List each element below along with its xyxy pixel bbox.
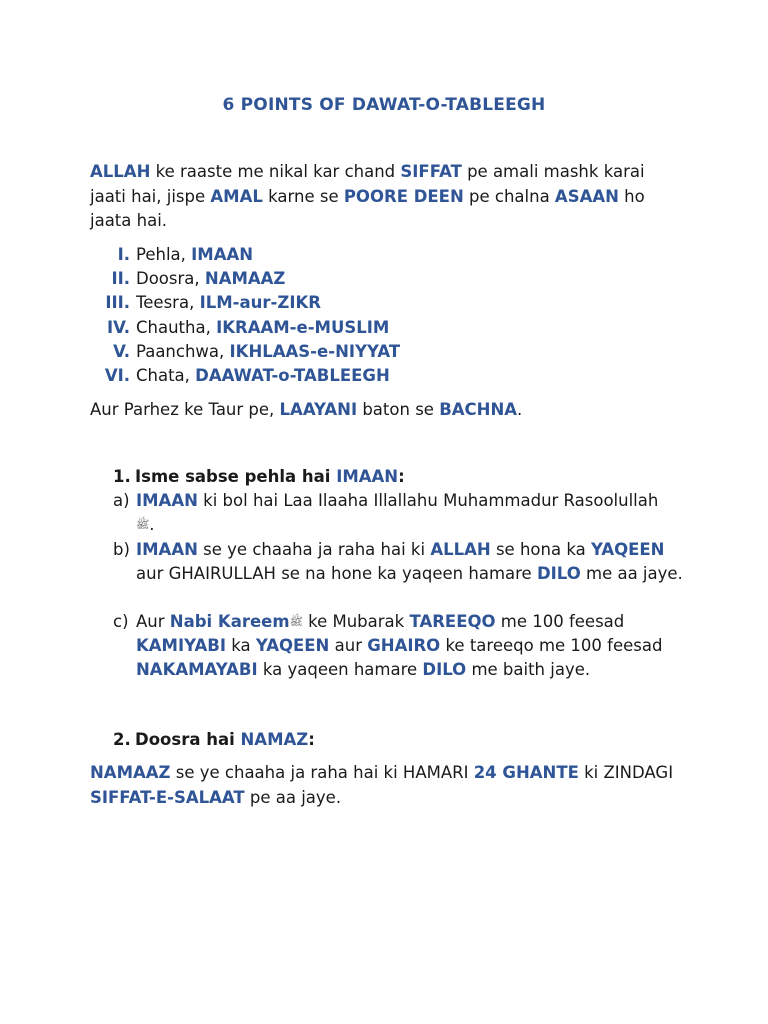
list-item xyxy=(78,364,678,388)
list-text xyxy=(136,243,253,267)
text: me 100 feesad xyxy=(495,612,625,631)
keyword: NAMAAZ xyxy=(90,763,171,782)
text: me baith jaye. xyxy=(466,660,591,679)
list-text xyxy=(136,340,400,364)
keyword: NAMAAZ xyxy=(204,269,286,289)
keyword: IMAAN xyxy=(136,491,198,510)
text: aur xyxy=(329,636,368,655)
text: ka xyxy=(225,636,256,655)
sub-text xyxy=(136,538,683,586)
text: me aa jaye. xyxy=(580,564,683,583)
text: Aur xyxy=(136,612,170,631)
six-points-list xyxy=(78,243,678,388)
keyword: KAMIYABI xyxy=(136,636,226,655)
list-number: III. xyxy=(105,293,130,313)
keyword: IMAAN xyxy=(136,540,198,559)
text: ki bol hai Laa Ilaaha Illallahu Muhammadur Rasoolullah xyxy=(197,491,659,510)
keyword: DAAWAT-o-TABLEEGH xyxy=(195,365,390,385)
text: aur GHAIRULLAH se na hone ka yaqeen hamare xyxy=(136,564,537,583)
text: ho jaata hai. xyxy=(90,186,645,230)
intro-paragraph xyxy=(90,160,680,234)
keyword: NAMAZ xyxy=(240,730,309,749)
list-item xyxy=(78,316,678,340)
keyword: SIFFAT-E-SALAAT xyxy=(90,787,245,807)
text: . xyxy=(149,515,155,534)
section-label: Doosra hai xyxy=(135,730,241,749)
keyword: 24 GHANTE xyxy=(473,763,579,782)
salla-symbol: ﷺ xyxy=(289,615,303,628)
text: karne se xyxy=(262,186,344,206)
keyword: ILM-aur-ZIKR xyxy=(199,293,321,313)
section-number: 1. xyxy=(113,467,131,486)
keyword: LAAYANI xyxy=(279,400,358,419)
text: Paanchwa, xyxy=(136,341,230,361)
text: ka yaqeen hamare xyxy=(257,660,423,679)
text: se hona ka xyxy=(490,540,591,559)
text: ke Mubarak xyxy=(302,612,410,631)
sub-item-b xyxy=(113,538,683,586)
list-text xyxy=(136,291,321,315)
namaz-paragraph xyxy=(90,761,680,810)
keyword: IKRAAM-e-MUSLIM xyxy=(216,317,390,337)
text: : xyxy=(308,730,315,749)
sub-item-a xyxy=(113,489,683,537)
keyword: DILO xyxy=(536,564,581,583)
keyword: SIFFAT xyxy=(400,162,462,181)
section-number: 2. xyxy=(113,730,131,749)
keyword: IMAAN xyxy=(336,467,399,486)
list-text xyxy=(136,267,285,291)
text: . xyxy=(517,400,523,419)
text: baton se xyxy=(357,400,440,419)
keyword: AMAL xyxy=(210,186,263,206)
keyword: DILO xyxy=(422,660,467,679)
keyword: IKHLAAS-e-NIYYAT xyxy=(229,341,401,361)
text: Chautha, xyxy=(136,317,217,337)
list-number: VI. xyxy=(104,365,130,385)
keyword: IMAAN xyxy=(191,245,254,264)
list-text xyxy=(136,316,389,340)
text: pe aa jaye. xyxy=(244,787,342,807)
sub-text xyxy=(136,489,683,537)
keyword: ALLAH xyxy=(90,162,151,181)
list-item xyxy=(78,340,678,364)
sub-text xyxy=(136,610,683,682)
parhez-paragraph xyxy=(90,398,680,423)
list-item xyxy=(78,243,678,267)
sub-label: b) xyxy=(113,540,130,559)
text: Aur Parhez ke Taur pe, xyxy=(90,400,280,419)
text: Doosra, xyxy=(136,269,205,289)
text: ke tareeqo me 100 feesad xyxy=(440,636,663,655)
sub-label: a) xyxy=(113,491,130,510)
text: se ye chaaha ja raha hai ki HAMARI xyxy=(170,763,474,782)
sub-label: c) xyxy=(113,612,129,631)
keyword: GHAIRO xyxy=(367,636,441,655)
keyword: ALLAH xyxy=(430,540,491,559)
list-number: IV. xyxy=(106,317,130,337)
text: se ye chaaha ja raha hai ki xyxy=(197,540,431,559)
keyword: ASAAN xyxy=(554,186,619,206)
text: pe amali mashk karai jaati hai, jispe xyxy=(90,162,645,206)
keyword: Nabi Kareem xyxy=(169,612,290,631)
list-text xyxy=(136,364,390,388)
list-number: V. xyxy=(113,341,130,361)
keyword: YAQEEN xyxy=(590,540,665,559)
section-heading-imaan xyxy=(113,465,405,489)
text: Pehla, xyxy=(136,245,192,264)
page-title: 6 POINTS OF DAWAT-O-TABLEEGH xyxy=(222,95,546,115)
list-item xyxy=(78,291,678,315)
list-number: II. xyxy=(111,269,130,289)
keyword: POORE DEEN xyxy=(343,186,464,206)
text: : xyxy=(398,467,405,486)
keyword: YAQEEN xyxy=(255,636,330,655)
keyword: TAREEQO xyxy=(409,612,496,631)
text: ke raaste me nikal kar chand xyxy=(150,162,401,181)
sub-item-c xyxy=(113,610,683,682)
keyword: NAKAMAYABI xyxy=(136,660,258,679)
section-label: Isme sabse pehla hai xyxy=(135,467,337,486)
keyword: BACHNA xyxy=(439,400,518,419)
text: pe chalna xyxy=(463,186,555,206)
text: Chata, xyxy=(136,365,196,385)
list-item xyxy=(78,267,678,291)
text: Teesra, xyxy=(136,293,200,313)
salla-symbol: ﷺ xyxy=(136,518,150,531)
text: ki ZINDAGI xyxy=(578,763,674,782)
list-number: I. xyxy=(117,245,130,264)
section-heading-namaz xyxy=(113,728,315,752)
